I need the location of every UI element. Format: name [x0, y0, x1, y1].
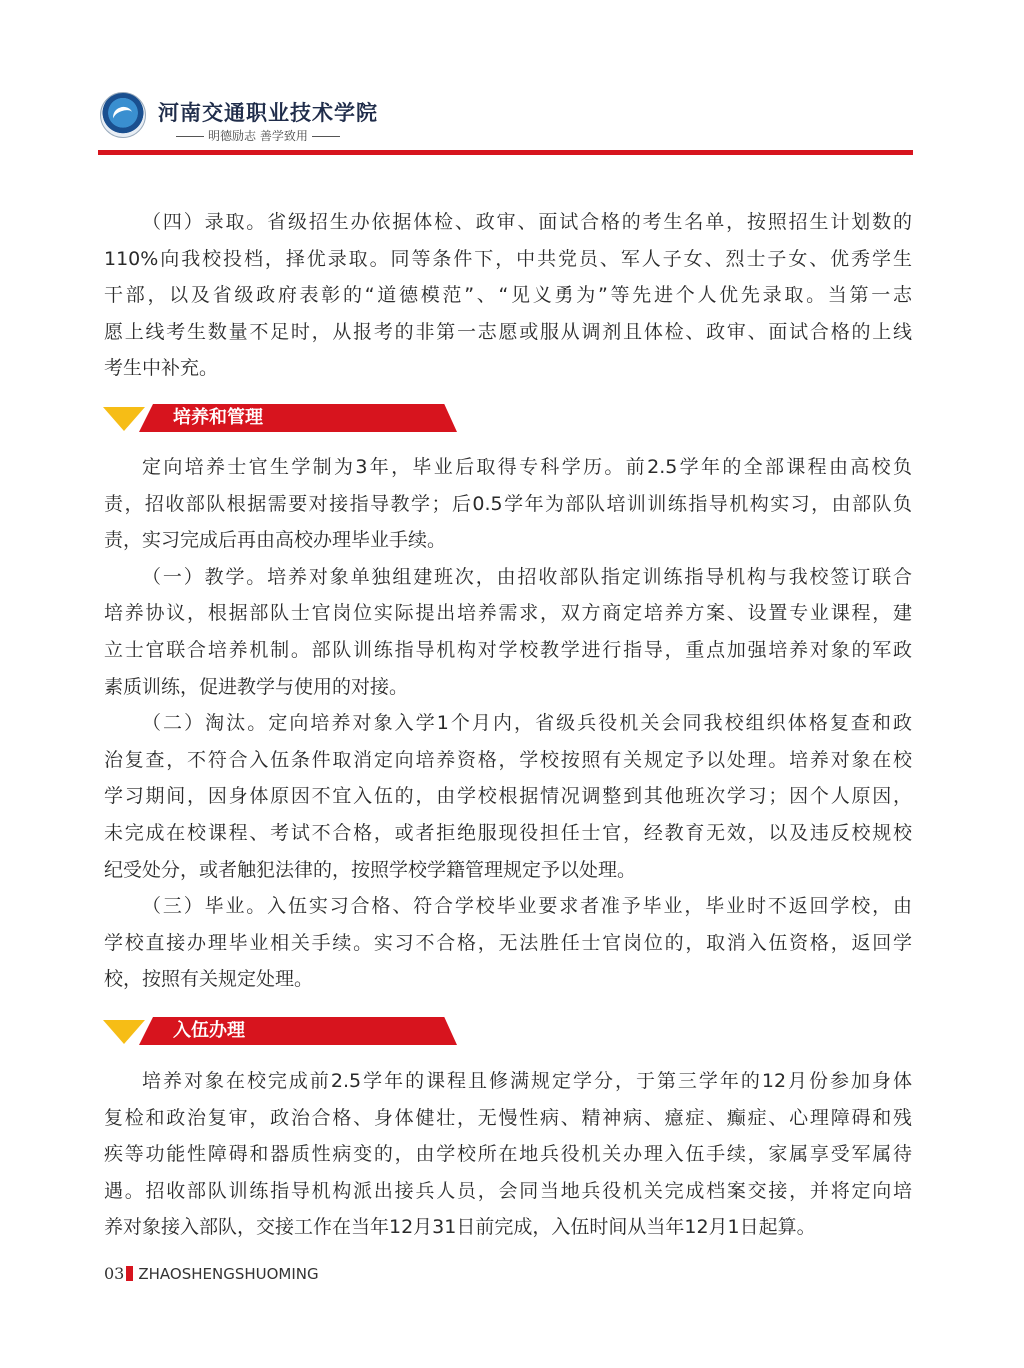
red-square-icon	[126, 1266, 133, 1281]
school-name: 河南交通职业技术学院	[158, 100, 378, 125]
school-logo	[100, 92, 146, 138]
page-number: 03	[104, 1264, 125, 1283]
section-heading-training	[103, 398, 458, 432]
yellow-triangle-icon	[103, 1020, 145, 1044]
paragraph-line: 校，按照有关规定处理。	[104, 968, 314, 991]
paragraph-line: 学习期间，因身体原因不宜入伍的，由学校根据情况调整到其他班次学习；因个人原因，	[104, 785, 912, 808]
page-footer	[104, 1264, 319, 1283]
paragraph-line: 治复查，不符合入伍条件取消定向培养资格，学校按照有关规定予以处理。培养对象在校	[104, 748, 912, 771]
heading-title: 培养和管理	[173, 407, 263, 428]
paragraph-line: 立士官联合培养机制。部队训练指导机构对学校教学进行指导，重点加强培养对象的军政	[104, 638, 912, 661]
section-heading-enlistment	[103, 1011, 458, 1045]
paragraph-line: 责，招收部队根据需要对接指导教学；后0.5学年为部队培训训练指导机构实习，由部队负	[104, 492, 912, 515]
paragraph-line: 110%向我校投档，择优录取。同等条件下，中共党员、军人子女、烈士子女、优秀学生	[104, 247, 912, 270]
paragraph-line: 培养对象在校完成前2.5学年的课程且修满规定学分，于第三学年的12月份参加身体	[142, 1070, 912, 1092]
paragraph-line: 养对象接入部队，交接工作在当年12月31日前完成，入伍时间从当年12月1日起算。	[104, 1216, 816, 1239]
paragraph-line: （二）淘汰。定向培养对象入学1个月内，省级兵役机关会同我校组织体格复查和政	[142, 712, 912, 735]
paragraph-line: 复检和政治复审，政治合格、身体健壮，无慢性病、精神病、癔症、癫症、心理障碍和残	[104, 1106, 912, 1129]
yellow-triangle-icon	[103, 407, 145, 431]
paragraph-line: 定向培养士官生学制为3年，毕业后取得专科学历。前2.5学年的全部课程由高校负	[142, 456, 912, 478]
paragraph-line: 未完成在校课程、考试不合格，或者拒绝服现役担任士官，经教育无效，以及违反校规校	[104, 821, 912, 844]
school-motto: 明德励志 善学致用	[172, 127, 344, 144]
paragraph-line: 考生中补充。	[104, 357, 219, 380]
paragraph-line: 干部，以及省级政府表彰的“道德模范”、“见义勇为”等先进个人优先录取。当第一志	[104, 284, 912, 307]
paragraph-line: 疾等功能性障碍和器质性病变的，由学校所在地兵役机关办理入伍手续，家属享受军属待	[104, 1143, 912, 1166]
paragraph-line: （一）教学。培养对象单独组建班次，由招收部队指定训练指导机构与我校签订联合	[142, 565, 912, 588]
paragraph-line: （三）毕业。入伍实习合格、符合学校毕业要求者准予毕业，毕业时不返回学校，由	[142, 895, 912, 918]
paragraph-line: 纪受处分，或者触犯法律的，按照学校学籍管理规定予以处理。	[104, 858, 637, 881]
paragraph-line: （四）录取。省级招生办依据体检、政审、面试合格的考生名单，按照招生计划数的	[142, 211, 912, 233]
section-training	[104, 449, 912, 998]
paragraph-line: 素质训练，促进教学与使用的对接。	[104, 675, 409, 698]
paragraph-line: 愿上线考生数量不足时，从报考的非第一志愿或服从调剂且体检、政审、面试合格的上线	[104, 320, 912, 343]
footer-label: ZHAOSHENGSHUOMING	[138, 1265, 319, 1283]
paragraph-line: 遇。招收部队训练指导机构派出接兵人员，会同当地兵役机关完成档案交接，并将定向培	[104, 1179, 912, 1202]
section-enlistment	[104, 1063, 912, 1246]
paragraph-line: 学校直接办理毕业相关手续。实习不合格，无法胜任士官岗位的，取消入伍资格，返回学	[104, 931, 912, 954]
heading-title: 入伍办理	[173, 1020, 245, 1041]
header-divider	[98, 150, 913, 155]
section-admission	[104, 204, 912, 387]
paragraph-line: 培养协议，根据部队士官岗位实际提出培养需求，双方商定培养方案、设置专业课程，建	[104, 602, 912, 625]
paragraph-line: 责，实习完成后再由高校办理毕业手续。	[104, 529, 447, 552]
